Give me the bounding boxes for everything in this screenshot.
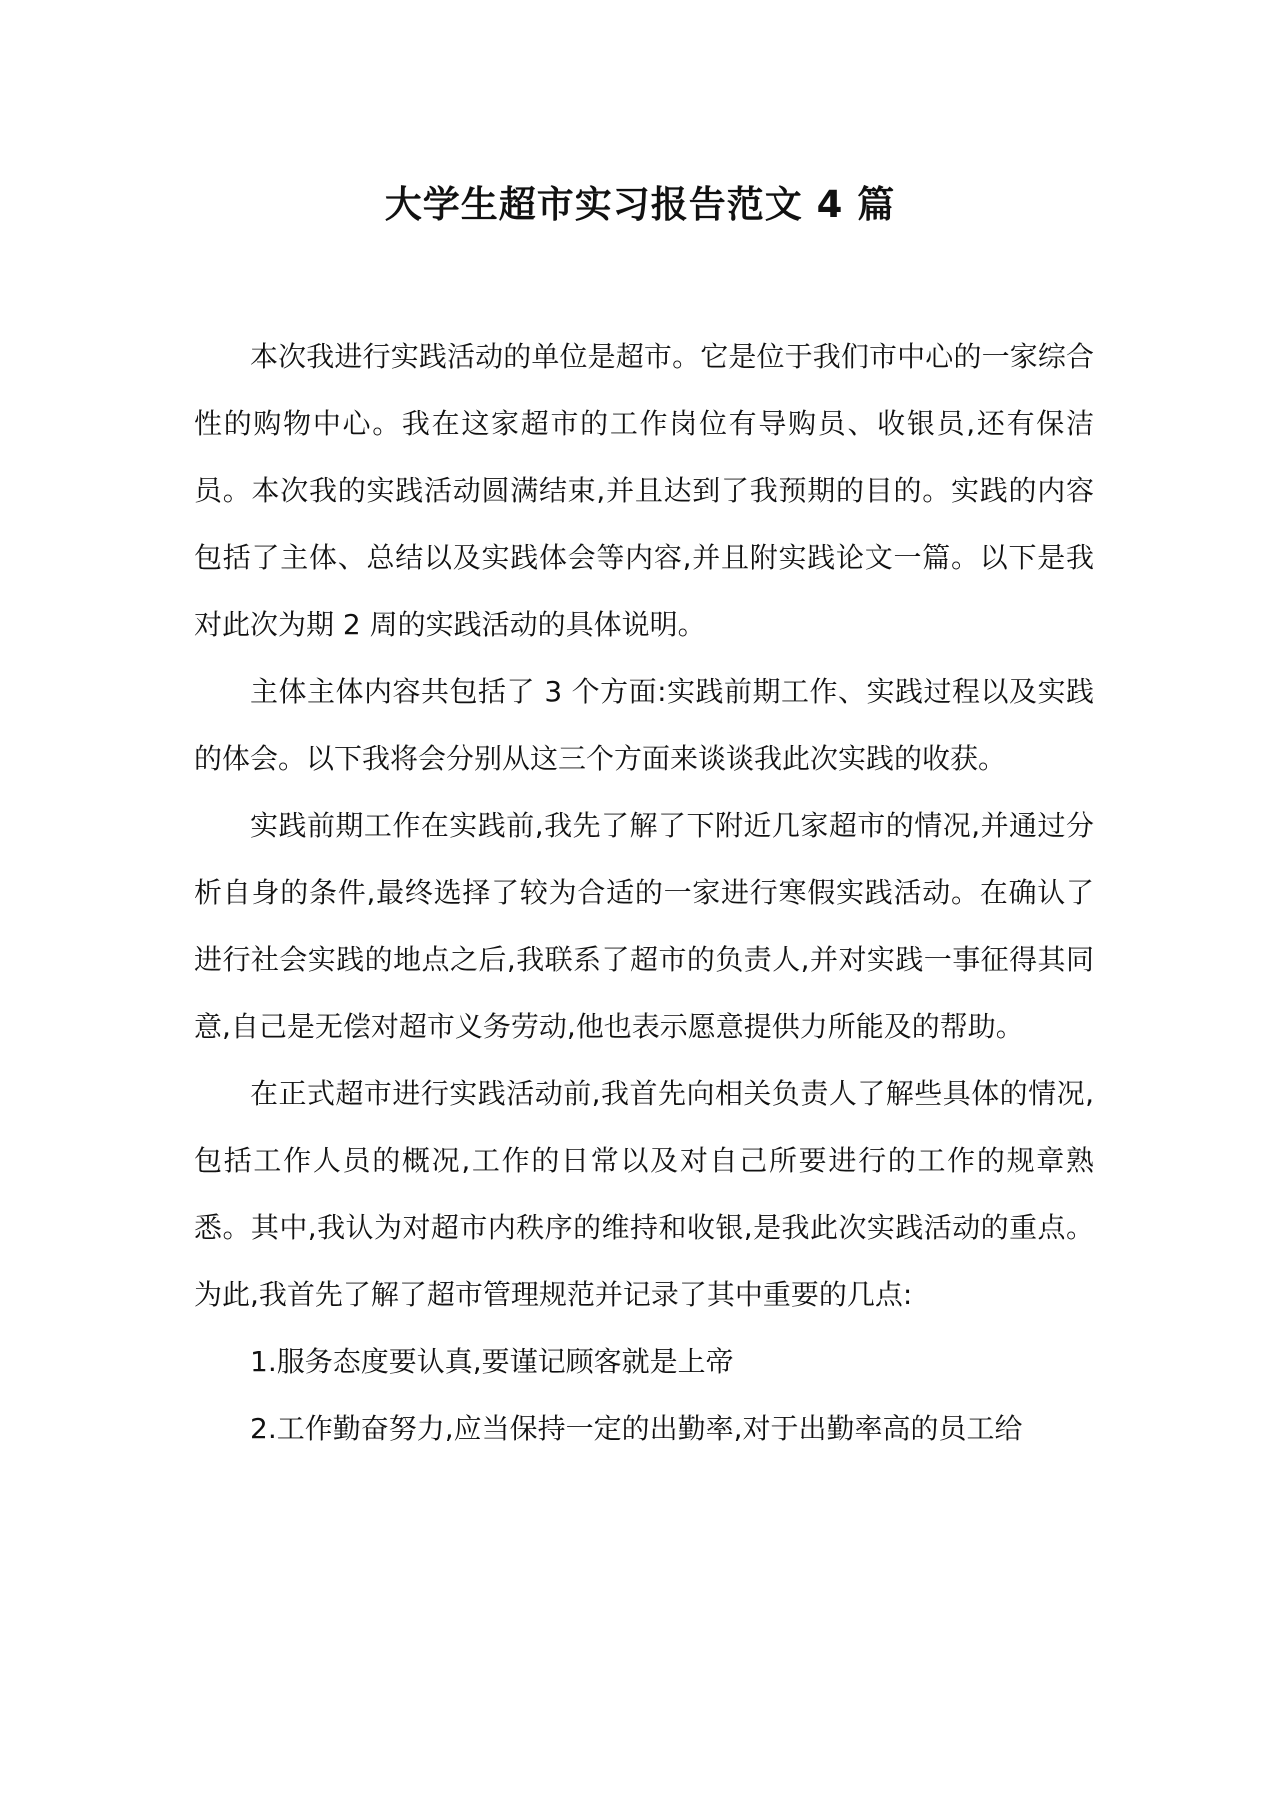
document-title: 大学生超市实习报告范文 4 篇 xyxy=(384,183,896,226)
paragraph-preparation: 实践前期工作在实践前,我先了解了下附近几家超市的情况,并通过分析自身的条件,最终选择了较为合适的一家进行寒假实践活动。在确认了进行社会实践的地点之后,我联系了超市的负责人,并对实践一事征得其同意,自己是无偿对超市义务劳动,他也表示愿意提供力所能及的帮助。 xyxy=(194,809,1094,1043)
paragraph-intro: 本次我进行实践活动的单位是超市。它是位于我们市中心的一家综合性的购物中心。我在这家超市的工作岗位有导购员、收银员,还有保洁员。本次我的实践活动圆满结束,并且达到了我预期的目的。实践的内容包括了主体、总结以及实践体会等内容,并且附实践论文一篇。以下是我对此次为期 2 周的实践活动的具体说明。 xyxy=(194,340,1094,641)
list-item: 2.工作勤奋努力,应当保持一定的出勤率,对于出勤率高的员工给 xyxy=(250,1412,1023,1445)
paragraph-formal-practice: 在正式超市进行实践活动前,我首先向相关负责人了解些具体的情况,包括工作人员的概况,工作的日常以及对自己所要进行的工作的规章熟悉。其中,我认为对超市内秩序的维持和收银,是我此次实践活动的重点。为此,我首先了解了超市管理规范并记录了其中重要的几点: xyxy=(194,1077,1094,1311)
paragraph-main-content: 主体主体内容共包括了 3 个方面:实践前期工作、实践过程以及实践的体会。以下我将会分别从这三个方面来谈谈我此次实践的收获。 xyxy=(194,675,1094,775)
document-body xyxy=(194,323,1094,1462)
list-item: 1.服务态度要认真,要谨记顾客就是上帝 xyxy=(250,1345,734,1378)
